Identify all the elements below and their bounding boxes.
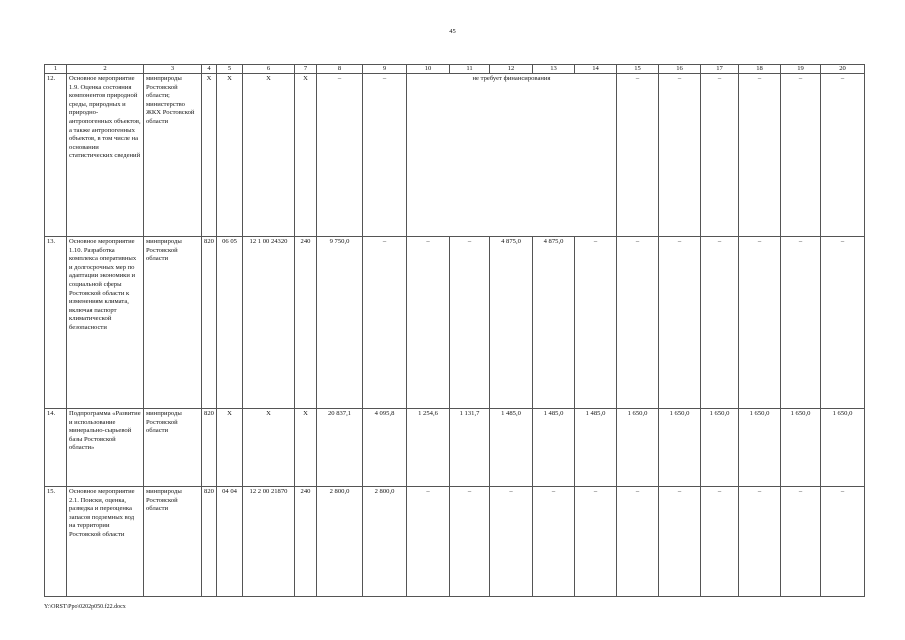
cell-c16: –: [659, 237, 701, 409]
measure-name: Подпрограмма «Развитие и использование минерально-сырьевой базы Ростовской области»: [67, 409, 144, 487]
cell-c13: –: [533, 487, 575, 597]
cell-c18: –: [739, 237, 781, 409]
cell-c8: 2 800,0: [317, 487, 363, 597]
cell-c6: Х: [243, 409, 295, 487]
cell-c18: –: [739, 74, 781, 237]
col-header: 5: [217, 65, 243, 74]
cell-c15: –: [617, 74, 659, 237]
col-header: 7: [295, 65, 317, 74]
cell-c17: –: [701, 74, 739, 237]
cell-c8: 20 837,1: [317, 409, 363, 487]
executor: минприроды Ростовской области: [144, 237, 202, 409]
cell-c17: 1 650,0: [701, 409, 739, 487]
cell-c6: 12 2 00 21870: [243, 487, 295, 597]
table-row: [45, 487, 865, 597]
row-number: 13.: [45, 237, 67, 409]
cell-c4: Х: [202, 74, 217, 237]
cell-c14: 1 485,0: [575, 409, 617, 487]
executor: минприроды Ростовской области: [144, 487, 202, 597]
cell-c20: –: [821, 487, 865, 597]
cell-c8: 9 750,0: [317, 237, 363, 409]
cell-c5: Х: [217, 74, 243, 237]
cell-c11: –: [450, 237, 490, 409]
row-number: 15.: [45, 487, 67, 597]
footer-file-path: Y:\ORST\Ppo\0202p050.f22.docx: [44, 604, 126, 610]
cell-c15: 1 650,0: [617, 409, 659, 487]
col-header: 6: [243, 65, 295, 74]
row-number: 12.: [45, 74, 67, 237]
cell-c5: 04 04: [217, 487, 243, 597]
cell-c9: 2 800,0: [363, 487, 407, 597]
cell-c7: 240: [295, 487, 317, 597]
col-header: 1: [45, 65, 67, 74]
col-header: 13: [533, 65, 575, 74]
col-header: 18: [739, 65, 781, 74]
measure-name: Основное мероприятие 1.10. Разработка комплекса оперативных и долгосрочных мер по адаптации экономики и социальной сферы Ростовской области к изменениям климата, включая паспорт климатической безопасности: [67, 237, 144, 409]
cell-c11: 1 131,7: [450, 409, 490, 487]
cell-c18: 1 650,0: [739, 409, 781, 487]
col-header: 17: [701, 65, 739, 74]
cell-c19: 1 650,0: [781, 409, 821, 487]
col-header: 3: [144, 65, 202, 74]
cell-c4: 820: [202, 409, 217, 487]
executor: минприроды Ростовской области: [144, 409, 202, 487]
table-row: [45, 74, 865, 237]
cell-c12: 1 485,0: [490, 409, 533, 487]
cell-c12: 4 875,0: [490, 237, 533, 409]
cell-c12: –: [490, 487, 533, 597]
col-header: 15: [617, 65, 659, 74]
col-header: 8: [317, 65, 363, 74]
cell-c11: –: [450, 487, 490, 597]
cell-c17: –: [701, 237, 739, 409]
cell-c10: 1 254,6: [407, 409, 450, 487]
cell-c15: –: [617, 237, 659, 409]
table-row: [45, 409, 865, 487]
cell-c20: –: [821, 74, 865, 237]
cell-c10: –: [407, 237, 450, 409]
cell-c19: –: [781, 74, 821, 237]
cell-c16: –: [659, 74, 701, 237]
col-header: 16: [659, 65, 701, 74]
cell-c14: –: [575, 237, 617, 409]
col-header: 20: [821, 65, 865, 74]
cell-c7: Х: [295, 409, 317, 487]
cell-c8: –: [317, 74, 363, 237]
cell-c16: –: [659, 487, 701, 597]
cell-c5: 06 05: [217, 237, 243, 409]
cell-c18: –: [739, 487, 781, 597]
cell-c16: 1 650,0: [659, 409, 701, 487]
cell-c9: –: [363, 237, 407, 409]
col-header: 4: [202, 65, 217, 74]
cell-c20: –: [821, 237, 865, 409]
col-header: 12: [490, 65, 533, 74]
measure-name: Основное мероприятие 1.9. Оценка состояния компонентов природной среды, природных и природно-антропогенных объектов, а также антропогенных объектов, в том числе на основании статистических сведений: [67, 74, 144, 237]
page-number: 45: [449, 28, 456, 35]
cell-c9: 4 095,8: [363, 409, 407, 487]
column-number-row: [45, 65, 865, 74]
cell-c9: –: [363, 74, 407, 237]
cell-c15: –: [617, 487, 659, 597]
cell-c13: 4 875,0: [533, 237, 575, 409]
cell-c10: –: [407, 487, 450, 597]
cell-c17: –: [701, 487, 739, 597]
row-number: 14.: [45, 409, 67, 487]
no-financing-note: не требует финансирования: [407, 74, 617, 237]
executor: минприроды Ростовской области; министерство ЖКХ Ростовской области: [144, 74, 202, 237]
cell-c6: 12 1 00 24320: [243, 237, 295, 409]
measure-name: Основное мероприятие 2.1. Поиски, оценка, разведка и переоценка запасов подземных вод на территории Ростовской области: [67, 487, 144, 597]
cell-c5: Х: [217, 409, 243, 487]
table-row: [45, 237, 865, 409]
col-header: 19: [781, 65, 821, 74]
budget-table: [44, 64, 865, 597]
cell-c19: –: [781, 487, 821, 597]
cell-c13: 1 485,0: [533, 409, 575, 487]
cell-c4: 820: [202, 487, 217, 597]
col-header: 11: [450, 65, 490, 74]
col-header: 14: [575, 65, 617, 74]
cell-c14: –: [575, 487, 617, 597]
cell-c20: 1 650,0: [821, 409, 865, 487]
cell-c19: –: [781, 237, 821, 409]
col-header: 10: [407, 65, 450, 74]
col-header: 9: [363, 65, 407, 74]
cell-c7: 240: [295, 237, 317, 409]
cell-c6: Х: [243, 74, 295, 237]
cell-c4: 820: [202, 237, 217, 409]
col-header: 2: [67, 65, 144, 74]
cell-c7: Х: [295, 74, 317, 237]
